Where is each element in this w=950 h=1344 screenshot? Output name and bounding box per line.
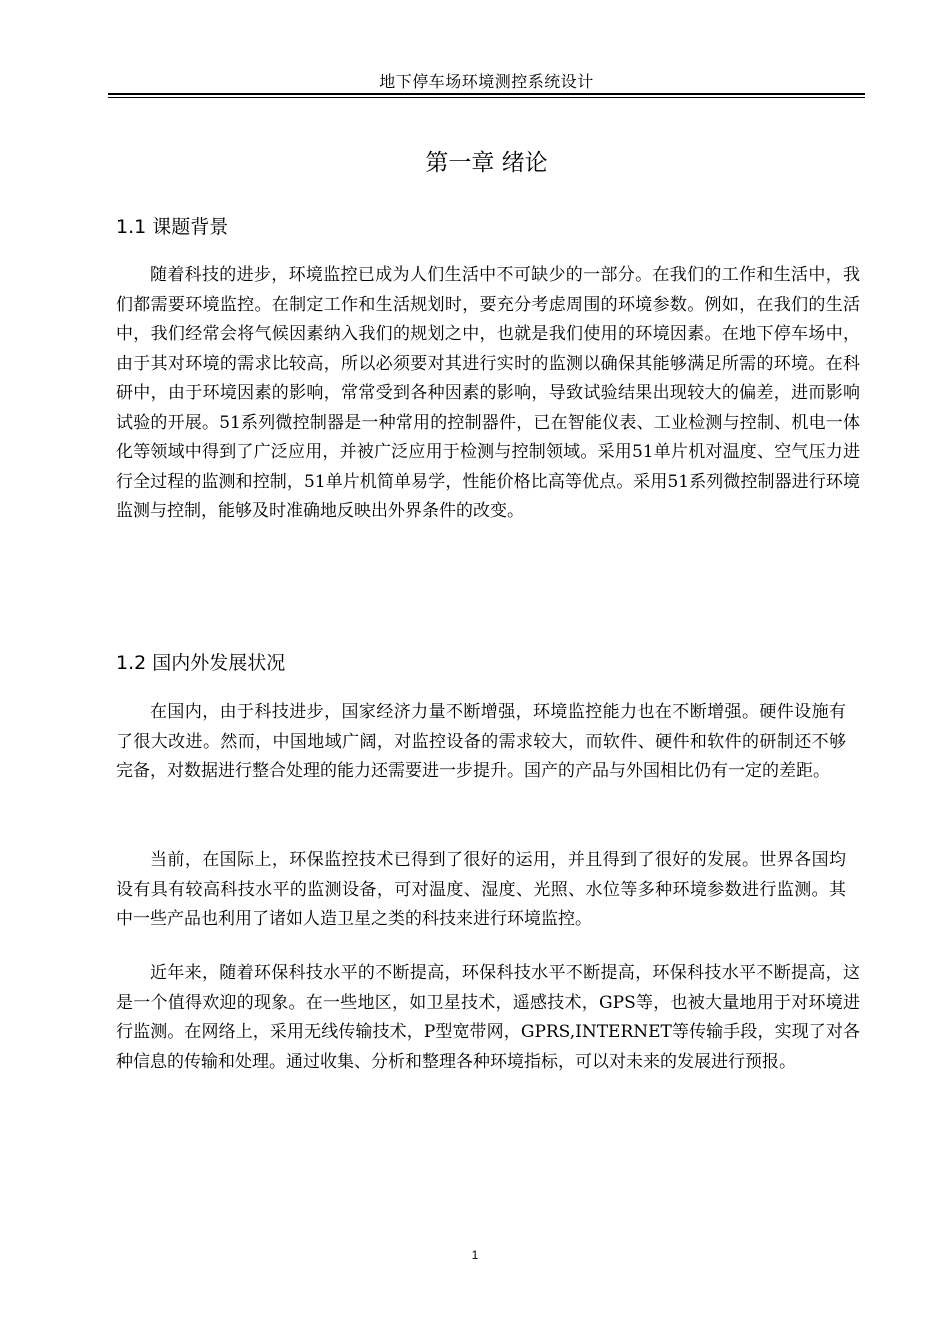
paragraph-background: 随着科技的进步，环境监控已成为人们生活中不可缺少的一部分。在我们的工作和生活中，我们都需要环境监控。在制定工作和生活规划时，要充分考虑周围的环境参数。例如，在我们的生活中，我们经常会将气候因素纳入我们的规划之中，也就是我们使用的环境因素。在地下停车场中，由于其对环境的需求比较高，所以必须要对其进行实时的监测以确保其能够满足所需的环境。在科研中，由于环境因素的影响，常常受到各种因素的影响，导致试验结果出现较大的偏差，进而影响试验的开展。51系列微控制器是一种常用的控制器件，已在智能仪表、工业检测与控制、机电一体化等领域中得到了广泛应用，并被广泛应用于检测与控制领域。采用51单片机对温度、空气压力进行全过程的监测和控制，51单片机简单易学，性能价格比高等优点。采用51系列微控制器进行环境监测与控制，能够及时准确地反映出外界条件的改变。 — [116, 265, 860, 521]
paragraph-domestic: 在国内，由于科技进步，国家经济力量不断增强，环境监控能力也在不断增强。硬件设施有了很大改进。然而，中国地域广阔，对监控设备的需求较大，而软件、硬件和软件的研制还不够完备，对数据进行整合处理的能力还需要进一步提升。国产的产品与外国相比仍有一定的差距。 — [116, 702, 846, 781]
running-header: 地下停车场环境测控系统设计 — [379, 72, 594, 91]
header-rule-thick — [108, 93, 865, 95]
header-rule-thin — [108, 97, 865, 98]
page-number: 1 — [471, 1248, 479, 1262]
section-title-background: 1.1 课题背景 — [116, 216, 229, 238]
section-title-development: 1.2 国内外发展状况 — [116, 652, 286, 674]
chapter-title: 第一章 绪论 — [425, 150, 548, 176]
paragraph-recent-years: 近年来，随着环保科技水平的不断提高，环保科技水平不断提高，环保科技水平不断提高，这是一个值得欢迎的现象。在一些地区，如卫星技术，遥感技术，GPS等，也被大量地用于对环境进行监测。在网络上，采用无线传输技术，P型宽带网，GPRS,INTERNET等传输手段，实现了对各种信息的传输和处理。通过收集、分析和整理各种环境指标，可以对未来的发展进行预报。 — [116, 963, 860, 1072]
paragraph-international: 当前，在国际上，环保监控技术已得到了很好的运用，并且得到了很好的发展。世界各国均设有具有较高科技水平的监测设备，可对温度、湿度、光照、水位等多种环境参数进行监测。其中一些产品也利用了诸如人造卫星之类的科技来进行环境监控。 — [116, 850, 846, 929]
